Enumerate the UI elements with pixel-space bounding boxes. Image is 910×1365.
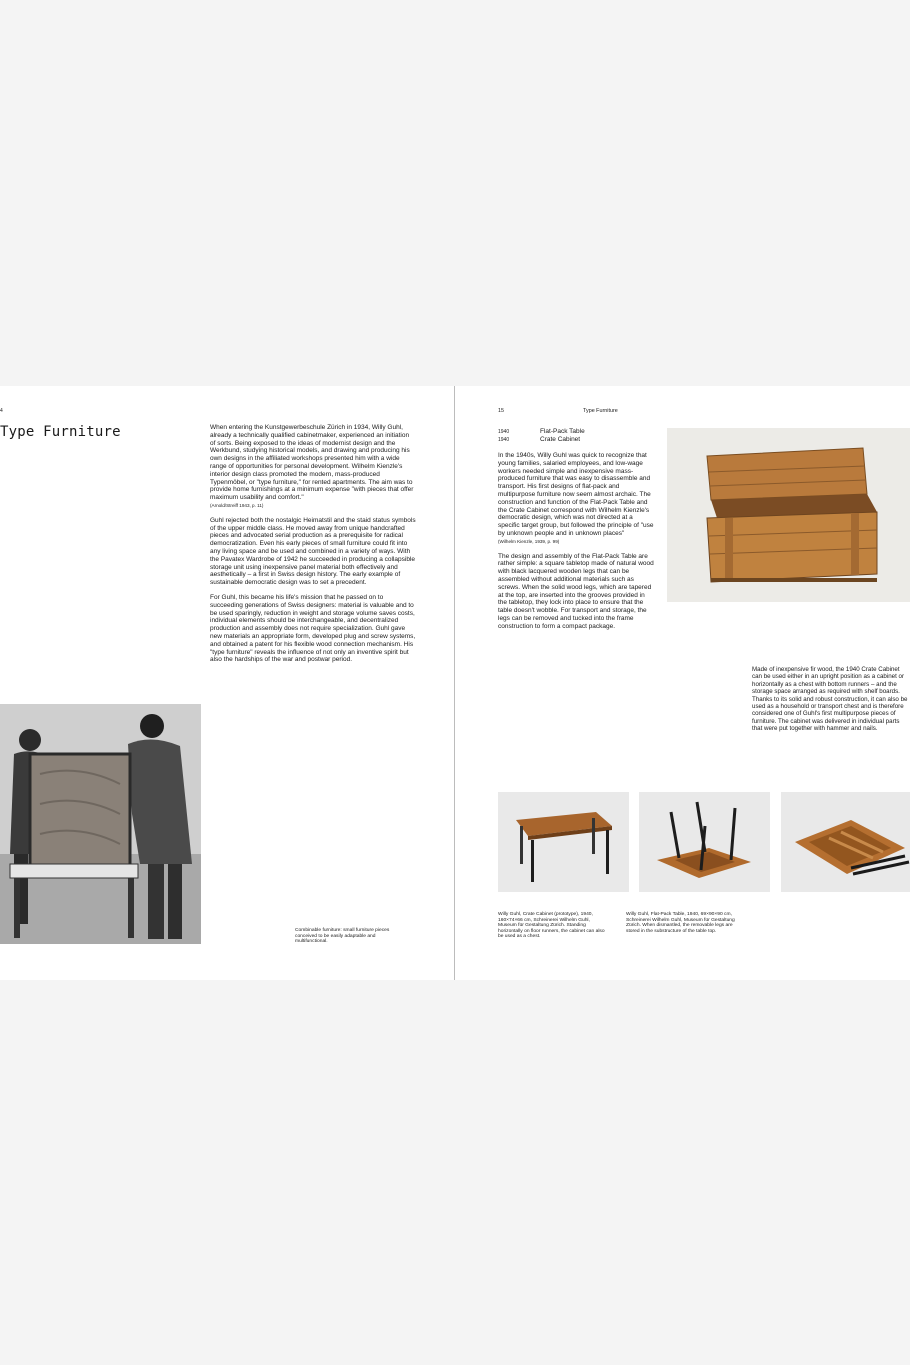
left-page-number: 4: [0, 408, 3, 414]
table-upside-down-photo: [639, 792, 770, 892]
right-page-number: 15: [498, 408, 504, 414]
crate-caption: Made of inexpensive fir wood, the 1940 Crate Cabinet can be used either in an upright position as a cabinet or horizontally as a chest with bottom runners – and the storage space arranged as required with shelf boards. Thanks to its solid and robust construction, it can also be used as a household or transport chest and is therefore considered one of Guhl's first multipurpose pieces of furniture. The cabinet was delivered in individual parts that were put together with hammer and nails.: [752, 666, 908, 733]
section-title: Type Furniture: [0, 424, 121, 440]
right-body-text: [498, 452, 654, 638]
open-crate-image: [667, 428, 910, 602]
heading-item: 1940 Flat-Pack Table: [498, 428, 585, 435]
table-flat-packed-photo: [781, 792, 910, 892]
flat-pack-table-image: [498, 792, 629, 892]
flat-pack-table-caption: Willy Guhl, Flat-Pack Table, 1940, 69×90×90 cm, Schreinerei Wilhelm Guhl, Museum für Gestaltung Zürich. When dismantled, the removable legs are stored in the substructure of the table top.: [626, 912, 735, 934]
flat-pack-table-packed-image: [781, 792, 910, 892]
left-paragraph-1: When entering the Kunstgewerbeschule Zürich in 1934, Willy Guhl, already a technically qualified cabinetmaker, experienced an initiation of sorts. Being exposed to the ideas of modernist design and the Werkbund, studying historical models, and drawing and producing his own designs in the affiliated workshops presented him with a wide range of opportunities for personal development. Wilhelm Kienzle's interior design class promoted the modern, mass-produced Typenmöbel, or "type furniture," for rented apartments. The aim was to provide home furnishings at a minimum expense "with pieces that offer maximum usability and comfort." (Arnold/Streiff 1943, p. 11): [210, 424, 416, 510]
furniture-photo-bw: [0, 704, 201, 944]
gutter-line: [454, 386, 455, 980]
crate-cabinet-photo: [667, 428, 910, 602]
citation-2: (Wilhelm Kienzle, 1939, p. 99): [498, 538, 560, 544]
heading-item: 1940 Crate Cabinet: [498, 436, 581, 443]
heading-items: [498, 428, 585, 444]
running-head: Type Furniture: [583, 408, 618, 414]
crate-cabinet-caption: Willy Guhl, Crate Cabinet (prototype), 1940, 160×74×66 cm, Schreinerei Wilhelm Guhl, Museum für Gestaltung Zürich. Standing horizontally on floor runners, the cabinet can also be used as a chest.: [498, 912, 605, 940]
right-paragraph-2: The design and assembly of the Flat-Pack Table are rather simple: a square tabletop made of natural wood with black lacquered wooden legs that can be assembled without additional materials such as screws. When the solid wood legs, which are tapered at the top, are inserted into the grooves provided in the tabletop, they lock into place to ensure that the table doesn't wobble. For transport and storage, the legs can be removed and tucked into the frame construction to form a compact package.: [498, 552, 654, 630]
left-paragraph-3: For Guhl, this became his life's mission that he passed on to succeeding generations of Swiss designers: material is valuable and to be used sparingly, reduction in weight and storage volume saves costs, individual elements should be interchangeable, and decentralized production and assembly does not require specialization. Guhl gave new materials an appropriate form, developed plug and screw systems, and obtained a patent for his flexible wood connection mechanism. His "type furniture" reveals the influence of not only an inventive spirit but also the hardships of the war and postwar period.: [210, 593, 416, 664]
right-paragraph-1: In the 1940s, Willy Guhl was quick to recognize that young families, salaried employees, and low-wage workers needed simple and inexpensive mass-produced furniture that was easy to disassemble and transport. His first designs of flat-pack and multipurpose furniture now seem almost archaic. The construction and function of the Flat-Pack Table and the Crate Cabinet correspond with Wilhelm Kienzle's democratic design, which was not directed at a specific target group, but followed the principle of "use by unknown people and in unknown places" (Wilhelm Kienzle, 1939, p. 99): [498, 452, 654, 544]
left-paragraph-2: Guhl rejected both the nostalgic Heimatstil and the staid status symbols of the upper middle class. He moved away from unique handcrafted pieces and advocated serial production as a prerequisite for radical democratization. Even his early pieces of small furniture could fit into any living space and be used and combined in a variety of ways. With the Pavatex Wardrobe of 1942 he succeeded in producing a collapsible storage unit using inexpensive panel material both effectively and aesthetically – a first in Swiss design history. The early example of sustainable democratic design was to set a precedent.: [210, 516, 416, 587]
flat-pack-table-inverted-image: [639, 792, 770, 892]
left-body-text: [210, 424, 416, 671]
left-photo-caption: Combinable furniture: small furniture pieces conceived to be easily adaptable and multifunctional.: [295, 928, 390, 945]
table-assembled-photo: [498, 792, 629, 892]
book-spread: [0, 386, 910, 980]
two-people-carrying-panel-image: [0, 704, 201, 944]
citation-1: (Arnold/Streiff 1943, p. 11): [210, 502, 264, 508]
